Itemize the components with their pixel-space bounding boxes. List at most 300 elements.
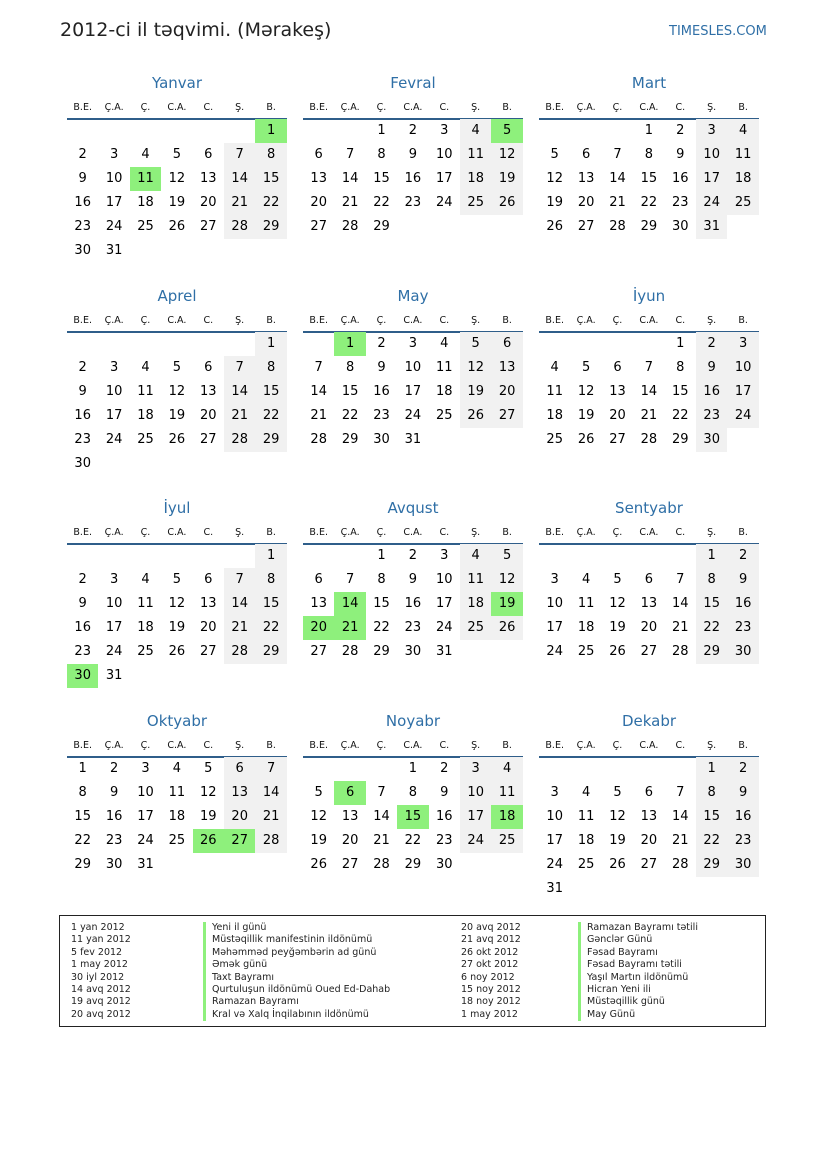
- day-cell[interactable]: 11: [727, 143, 758, 167]
- day-cell[interactable]: 21: [640, 408, 658, 423]
- day-cell[interactable]: 14: [341, 171, 359, 186]
- day-cell[interactable]: 24: [436, 620, 453, 635]
- day-cell[interactable]: 27: [491, 404, 522, 428]
- day-cell[interactable]: 28: [672, 644, 689, 659]
- day-cell[interactable]: 12: [491, 568, 522, 592]
- day-cell[interactable]: 22: [255, 404, 286, 428]
- day-cell[interactable]: 29: [640, 219, 658, 234]
- day-cell[interactable]: 24: [460, 829, 491, 853]
- day-cell[interactable]: 1: [408, 761, 418, 776]
- day-cell[interactable]: 22: [696, 829, 727, 853]
- day-cell[interactable]: 8: [696, 781, 727, 805]
- day-cell[interactable]: 9: [727, 568, 758, 592]
- day-cell[interactable]: 27: [609, 432, 626, 447]
- day-cell[interactable]: 8: [78, 785, 87, 800]
- day-cell[interactable]: 28: [224, 215, 255, 239]
- day-cell[interactable]: 1: [377, 123, 386, 138]
- day-cell[interactable]: 14: [255, 781, 286, 805]
- day-cell[interactable]: 27: [200, 432, 217, 447]
- day-cell[interactable]: 26: [491, 616, 522, 640]
- day-cell[interactable]: 9: [440, 785, 449, 800]
- day-cell[interactable]: 26: [168, 219, 186, 234]
- day-cell[interactable]: 20: [577, 195, 595, 210]
- day-cell[interactable]: 22: [373, 195, 390, 210]
- day-cell[interactable]: 14: [672, 809, 689, 824]
- day-cell[interactable]: 20: [609, 408, 626, 423]
- day-cell[interactable]: 26: [609, 644, 626, 659]
- day-cell[interactable]: 15: [672, 384, 689, 399]
- day-cell[interactable]: 11: [460, 568, 491, 592]
- day-cell[interactable]: 28: [224, 640, 255, 664]
- day-cell[interactable]: 12: [460, 356, 491, 380]
- day-cell[interactable]: 23: [105, 833, 123, 848]
- day-cell[interactable]: 19: [491, 592, 522, 616]
- day-cell[interactable]: 29: [404, 857, 422, 872]
- day-cell[interactable]: 25: [577, 857, 595, 872]
- day-cell[interactable]: 23: [696, 404, 727, 428]
- day-cell[interactable]: 1: [644, 123, 654, 138]
- day-cell[interactable]: 19: [609, 833, 626, 848]
- day-cell[interactable]: 5: [491, 544, 522, 568]
- day-cell[interactable]: 22: [640, 195, 658, 210]
- day-cell[interactable]: 4: [727, 119, 758, 143]
- day-cell[interactable]: 12: [609, 596, 626, 611]
- day-cell[interactable]: 9: [377, 360, 386, 375]
- day-cell[interactable]: 4: [141, 147, 150, 162]
- day-cell[interactable]: 20: [224, 805, 255, 829]
- day-cell[interactable]: 19: [200, 809, 217, 824]
- day-cell[interactable]: 3: [109, 360, 119, 375]
- day-cell[interactable]: 10: [460, 781, 491, 805]
- day-cell[interactable]: 5: [172, 572, 182, 587]
- day-cell[interactable]: 6: [314, 147, 323, 162]
- day-cell[interactable]: 7: [676, 572, 685, 587]
- day-cell[interactable]: 18: [137, 620, 154, 635]
- day-cell[interactable]: 3: [550, 572, 559, 587]
- day-cell[interactable]: 13: [640, 596, 658, 611]
- day-cell[interactable]: 4: [581, 572, 591, 587]
- day-cell[interactable]: 6: [224, 757, 255, 781]
- day-cell[interactable]: 4: [550, 360, 559, 375]
- day-cell[interactable]: 18: [491, 805, 522, 829]
- day-cell[interactable]: 19: [491, 167, 522, 191]
- day-cell[interactable]: 22: [255, 616, 286, 640]
- day-cell[interactable]: 23: [74, 219, 91, 234]
- day-cell[interactable]: 7: [644, 360, 654, 375]
- day-cell[interactable]: 30: [74, 243, 91, 258]
- day-cell[interactable]: 30: [727, 853, 758, 877]
- day-cell[interactable]: 19: [168, 408, 186, 423]
- day-cell[interactable]: 12: [491, 143, 522, 167]
- day-cell[interactable]: 8: [696, 568, 727, 592]
- day-cell[interactable]: 31: [436, 644, 453, 659]
- day-cell[interactable]: 7: [314, 360, 323, 375]
- day-cell[interactable]: 20: [640, 620, 658, 635]
- day-cell[interactable]: 23: [74, 644, 91, 659]
- day-cell[interactable]: 3: [408, 336, 418, 351]
- day-cell[interactable]: 30: [696, 428, 727, 452]
- day-cell[interactable]: 22: [341, 408, 359, 423]
- day-cell[interactable]: 13: [200, 384, 217, 399]
- day-cell[interactable]: 6: [644, 572, 654, 587]
- day-cell[interactable]: 24: [727, 404, 758, 428]
- day-cell[interactable]: 17: [696, 167, 727, 191]
- day-cell[interactable]: 9: [78, 596, 87, 611]
- day-cell[interactable]: 2: [408, 548, 418, 563]
- day-cell[interactable]: 22: [255, 191, 286, 215]
- day-cell[interactable]: 28: [341, 219, 359, 234]
- day-cell[interactable]: 30: [436, 857, 453, 872]
- brand-link[interactable]: TIMESLES.COM: [669, 24, 767, 39]
- day-cell[interactable]: 21: [609, 195, 626, 210]
- day-cell[interactable]: 2: [727, 757, 758, 781]
- day-cell[interactable]: 17: [105, 195, 123, 210]
- day-cell[interactable]: 22: [373, 620, 390, 635]
- day-cell[interactable]: 25: [168, 833, 186, 848]
- day-cell[interactable]: 25: [577, 644, 595, 659]
- day-cell[interactable]: 12: [168, 171, 186, 186]
- day-cell[interactable]: 9: [408, 147, 418, 162]
- day-cell[interactable]: 11: [436, 360, 453, 375]
- day-cell[interactable]: 17: [105, 408, 123, 423]
- day-cell[interactable]: 19: [168, 195, 186, 210]
- day-cell[interactable]: 30: [727, 640, 758, 664]
- day-cell[interactable]: 17: [404, 384, 422, 399]
- day-cell[interactable]: 1: [696, 757, 727, 781]
- day-cell[interactable]: 9: [78, 171, 87, 186]
- day-cell[interactable]: 19: [577, 408, 595, 423]
- day-cell[interactable]: 2: [676, 123, 685, 138]
- day-cell[interactable]: 8: [644, 147, 654, 162]
- day-cell[interactable]: 16: [727, 805, 758, 829]
- day-cell[interactable]: 16: [672, 171, 689, 186]
- day-cell[interactable]: 8: [255, 568, 286, 592]
- day-cell[interactable]: 23: [727, 829, 758, 853]
- day-cell[interactable]: 12: [310, 809, 327, 824]
- day-cell[interactable]: 26: [609, 857, 626, 872]
- day-cell[interactable]: 18: [137, 195, 154, 210]
- day-cell[interactable]: 13: [491, 356, 522, 380]
- day-cell[interactable]: 27: [224, 829, 255, 853]
- day-cell[interactable]: 1: [255, 332, 286, 356]
- day-cell[interactable]: 29: [255, 215, 286, 239]
- day-cell[interactable]: 5: [550, 147, 559, 162]
- day-cell[interactable]: 4: [460, 544, 491, 568]
- day-cell[interactable]: 19: [168, 620, 186, 635]
- day-cell[interactable]: 21: [334, 616, 365, 640]
- day-cell[interactable]: 15: [373, 596, 390, 611]
- day-cell[interactable]: 10: [404, 360, 422, 375]
- day-cell[interactable]: 11: [577, 809, 595, 824]
- day-cell[interactable]: 7: [613, 147, 622, 162]
- day-cell[interactable]: 3: [550, 785, 559, 800]
- day-cell[interactable]: 21: [672, 833, 689, 848]
- day-cell[interactable]: 21: [224, 616, 255, 640]
- day-cell[interactable]: 3: [440, 548, 449, 563]
- day-cell[interactable]: 15: [74, 809, 91, 824]
- day-cell[interactable]: 2: [440, 761, 449, 776]
- day-cell[interactable]: 13: [310, 171, 327, 186]
- day-cell[interactable]: 6: [204, 572, 213, 587]
- day-cell[interactable]: 25: [460, 191, 491, 215]
- day-cell[interactable]: 6: [334, 781, 365, 805]
- day-cell[interactable]: 18: [577, 620, 595, 635]
- day-cell[interactable]: 8: [377, 572, 386, 587]
- day-cell[interactable]: 29: [696, 640, 727, 664]
- day-cell[interactable]: 15: [373, 171, 390, 186]
- day-cell[interactable]: 14: [334, 592, 365, 616]
- day-cell[interactable]: 11: [491, 781, 522, 805]
- day-cell[interactable]: 26: [310, 857, 327, 872]
- day-cell[interactable]: 14: [640, 384, 658, 399]
- day-cell[interactable]: 20: [341, 833, 359, 848]
- day-cell[interactable]: 29: [255, 428, 286, 452]
- day-cell[interactable]: 18: [460, 167, 491, 191]
- day-cell[interactable]: 18: [460, 592, 491, 616]
- day-cell[interactable]: 13: [200, 171, 217, 186]
- day-cell[interactable]: 15: [255, 592, 286, 616]
- day-cell[interactable]: 9: [109, 785, 119, 800]
- day-cell[interactable]: 5: [491, 119, 522, 143]
- day-cell[interactable]: 3: [141, 761, 150, 776]
- day-cell[interactable]: 9: [676, 147, 685, 162]
- day-cell[interactable]: 14: [224, 380, 255, 404]
- day-cell[interactable]: 6: [644, 785, 654, 800]
- day-cell[interactable]: 3: [696, 119, 727, 143]
- day-cell[interactable]: 6: [314, 572, 323, 587]
- day-cell[interactable]: 10: [105, 596, 123, 611]
- day-cell[interactable]: 5: [460, 332, 491, 356]
- day-cell[interactable]: 27: [310, 644, 327, 659]
- day-cell[interactable]: 25: [137, 644, 154, 659]
- day-cell[interactable]: 15: [397, 805, 428, 829]
- day-cell[interactable]: 1: [377, 548, 386, 563]
- day-cell[interactable]: 11: [577, 596, 595, 611]
- day-cell[interactable]: 30: [105, 857, 123, 872]
- day-cell[interactable]: 24: [436, 195, 453, 210]
- day-cell[interactable]: 29: [255, 640, 286, 664]
- day-cell[interactable]: 21: [224, 191, 255, 215]
- day-cell[interactable]: 31: [105, 668, 123, 683]
- day-cell[interactable]: 18: [137, 408, 154, 423]
- day-cell[interactable]: 8: [255, 143, 286, 167]
- day-cell[interactable]: 20: [310, 195, 327, 210]
- day-cell[interactable]: 20: [200, 408, 217, 423]
- day-cell[interactable]: 13: [640, 809, 658, 824]
- day-cell[interactable]: 30: [74, 456, 91, 471]
- day-cell[interactable]: 23: [404, 195, 422, 210]
- day-cell[interactable]: 20: [303, 616, 334, 640]
- day-cell[interactable]: 12: [577, 384, 595, 399]
- day-cell[interactable]: 16: [74, 408, 91, 423]
- day-cell[interactable]: 24: [404, 408, 422, 423]
- day-cell[interactable]: 24: [546, 857, 563, 872]
- day-cell[interactable]: 4: [172, 761, 182, 776]
- day-cell[interactable]: 26: [460, 404, 491, 428]
- day-cell[interactable]: 21: [672, 620, 689, 635]
- day-cell[interactable]: 26: [193, 829, 224, 853]
- day-cell[interactable]: 3: [727, 332, 758, 356]
- day-cell[interactable]: 22: [74, 833, 91, 848]
- day-cell[interactable]: 20: [200, 620, 217, 635]
- day-cell[interactable]: 2: [78, 360, 87, 375]
- day-cell[interactable]: 24: [546, 644, 563, 659]
- day-cell[interactable]: 10: [546, 809, 563, 824]
- day-cell[interactable]: 27: [640, 644, 658, 659]
- day-cell[interactable]: 29: [672, 432, 689, 447]
- day-cell[interactable]: 8: [408, 785, 418, 800]
- day-cell[interactable]: 24: [105, 432, 123, 447]
- day-cell[interactable]: 20: [640, 833, 658, 848]
- day-cell[interactable]: 28: [224, 428, 255, 452]
- day-cell[interactable]: 31: [404, 432, 422, 447]
- day-cell[interactable]: 9: [727, 781, 758, 805]
- day-cell[interactable]: 25: [491, 829, 522, 853]
- day-cell[interactable]: 13: [200, 596, 217, 611]
- day-cell[interactable]: 26: [168, 644, 186, 659]
- day-cell[interactable]: 12: [200, 785, 217, 800]
- day-cell[interactable]: 9: [78, 384, 87, 399]
- day-cell[interactable]: 22: [672, 408, 689, 423]
- day-cell[interactable]: 28: [373, 857, 390, 872]
- day-cell[interactable]: 25: [460, 616, 491, 640]
- day-cell[interactable]: 28: [640, 432, 658, 447]
- day-cell[interactable]: 24: [137, 833, 154, 848]
- day-cell[interactable]: 11: [137, 596, 154, 611]
- day-cell[interactable]: 16: [74, 620, 91, 635]
- day-cell[interactable]: 5: [314, 785, 323, 800]
- day-cell[interactable]: 25: [137, 432, 154, 447]
- day-cell[interactable]: 5: [581, 360, 591, 375]
- day-cell[interactable]: 27: [640, 857, 658, 872]
- day-cell[interactable]: 12: [546, 171, 563, 186]
- day-cell[interactable]: 23: [672, 195, 689, 210]
- day-cell[interactable]: 29: [341, 432, 359, 447]
- day-cell[interactable]: 5: [172, 147, 182, 162]
- day-cell[interactable]: 27: [200, 219, 217, 234]
- day-cell[interactable]: 7: [676, 785, 685, 800]
- day-cell[interactable]: 9: [696, 356, 727, 380]
- day-cell[interactable]: 4: [141, 572, 150, 587]
- day-cell[interactable]: 1: [78, 761, 87, 776]
- day-cell[interactable]: 29: [74, 857, 91, 872]
- day-cell[interactable]: 1: [334, 332, 365, 356]
- day-cell[interactable]: 11: [168, 785, 186, 800]
- day-cell[interactable]: 21: [310, 408, 327, 423]
- day-cell[interactable]: 4: [440, 336, 449, 351]
- day-cell[interactable]: 27: [577, 219, 595, 234]
- day-cell[interactable]: 28: [672, 857, 689, 872]
- day-cell[interactable]: 31: [546, 881, 563, 896]
- day-cell[interactable]: 16: [74, 195, 91, 210]
- day-cell[interactable]: 4: [491, 757, 522, 781]
- day-cell[interactable]: 16: [727, 592, 758, 616]
- day-cell[interactable]: 10: [436, 572, 453, 587]
- day-cell[interactable]: 18: [436, 384, 453, 399]
- day-cell[interactable]: 12: [168, 596, 186, 611]
- day-cell[interactable]: 17: [436, 171, 453, 186]
- day-cell[interactable]: 26: [491, 191, 522, 215]
- day-cell[interactable]: 27: [341, 857, 359, 872]
- day-cell[interactable]: 26: [546, 219, 563, 234]
- day-cell[interactable]: 15: [696, 592, 727, 616]
- day-cell[interactable]: 6: [204, 360, 213, 375]
- day-cell[interactable]: 13: [577, 171, 595, 186]
- day-cell[interactable]: 10: [105, 171, 123, 186]
- day-cell[interactable]: 13: [224, 781, 255, 805]
- day-cell[interactable]: 2: [696, 332, 727, 356]
- day-cell[interactable]: 15: [255, 167, 286, 191]
- day-cell[interactable]: 5: [613, 572, 622, 587]
- day-cell[interactable]: 27: [200, 644, 217, 659]
- day-cell[interactable]: 31: [696, 215, 727, 239]
- day-cell[interactable]: 17: [546, 620, 563, 635]
- day-cell[interactable]: 23: [373, 408, 390, 423]
- day-cell[interactable]: 14: [373, 809, 390, 824]
- day-cell[interactable]: 25: [436, 408, 453, 423]
- day-cell[interactable]: 5: [172, 360, 182, 375]
- day-cell[interactable]: 7: [224, 143, 255, 167]
- day-cell[interactable]: 14: [609, 171, 626, 186]
- day-cell[interactable]: 7: [255, 757, 286, 781]
- day-cell[interactable]: 22: [696, 616, 727, 640]
- day-cell[interactable]: 2: [377, 336, 386, 351]
- day-cell[interactable]: 30: [373, 432, 390, 447]
- day-cell[interactable]: 10: [137, 785, 154, 800]
- day-cell[interactable]: 19: [609, 620, 626, 635]
- day-cell[interactable]: 27: [310, 219, 327, 234]
- day-cell[interactable]: 12: [168, 384, 186, 399]
- day-cell[interactable]: 7: [377, 785, 386, 800]
- day-cell[interactable]: 1: [255, 544, 286, 568]
- day-cell[interactable]: 1: [676, 336, 685, 351]
- day-cell[interactable]: 13: [310, 596, 327, 611]
- day-cell[interactable]: 8: [255, 356, 286, 380]
- day-cell[interactable]: 31: [105, 243, 123, 258]
- day-cell[interactable]: 6: [613, 360, 622, 375]
- day-cell[interactable]: 20: [200, 195, 217, 210]
- day-cell[interactable]: 11: [130, 167, 161, 191]
- day-cell[interactable]: 11: [137, 384, 154, 399]
- day-cell[interactable]: 3: [109, 572, 119, 587]
- day-cell[interactable]: 13: [341, 809, 359, 824]
- day-cell[interactable]: 22: [404, 833, 422, 848]
- day-cell[interactable]: 16: [696, 380, 727, 404]
- day-cell[interactable]: 17: [727, 380, 758, 404]
- day-cell[interactable]: 17: [546, 833, 563, 848]
- day-cell[interactable]: 17: [105, 620, 123, 635]
- day-cell[interactable]: 14: [310, 384, 327, 399]
- day-cell[interactable]: 1: [255, 119, 286, 143]
- day-cell[interactable]: 15: [640, 171, 658, 186]
- day-cell[interactable]: 29: [696, 853, 727, 877]
- day-cell[interactable]: 10: [105, 384, 123, 399]
- day-cell[interactable]: 25: [137, 219, 154, 234]
- day-cell[interactable]: 3: [460, 757, 491, 781]
- day-cell[interactable]: 10: [436, 147, 453, 162]
- day-cell[interactable]: 17: [137, 809, 154, 824]
- day-cell[interactable]: 8: [377, 147, 386, 162]
- day-cell[interactable]: 14: [672, 596, 689, 611]
- day-cell[interactable]: 3: [440, 123, 449, 138]
- day-cell[interactable]: 16: [404, 596, 422, 611]
- day-cell[interactable]: 15: [255, 380, 286, 404]
- day-cell[interactable]: 19: [310, 833, 327, 848]
- day-cell[interactable]: 23: [727, 616, 758, 640]
- day-cell[interactable]: 6: [581, 147, 591, 162]
- day-cell[interactable]: 30: [67, 664, 98, 688]
- day-cell[interactable]: 5: [613, 785, 622, 800]
